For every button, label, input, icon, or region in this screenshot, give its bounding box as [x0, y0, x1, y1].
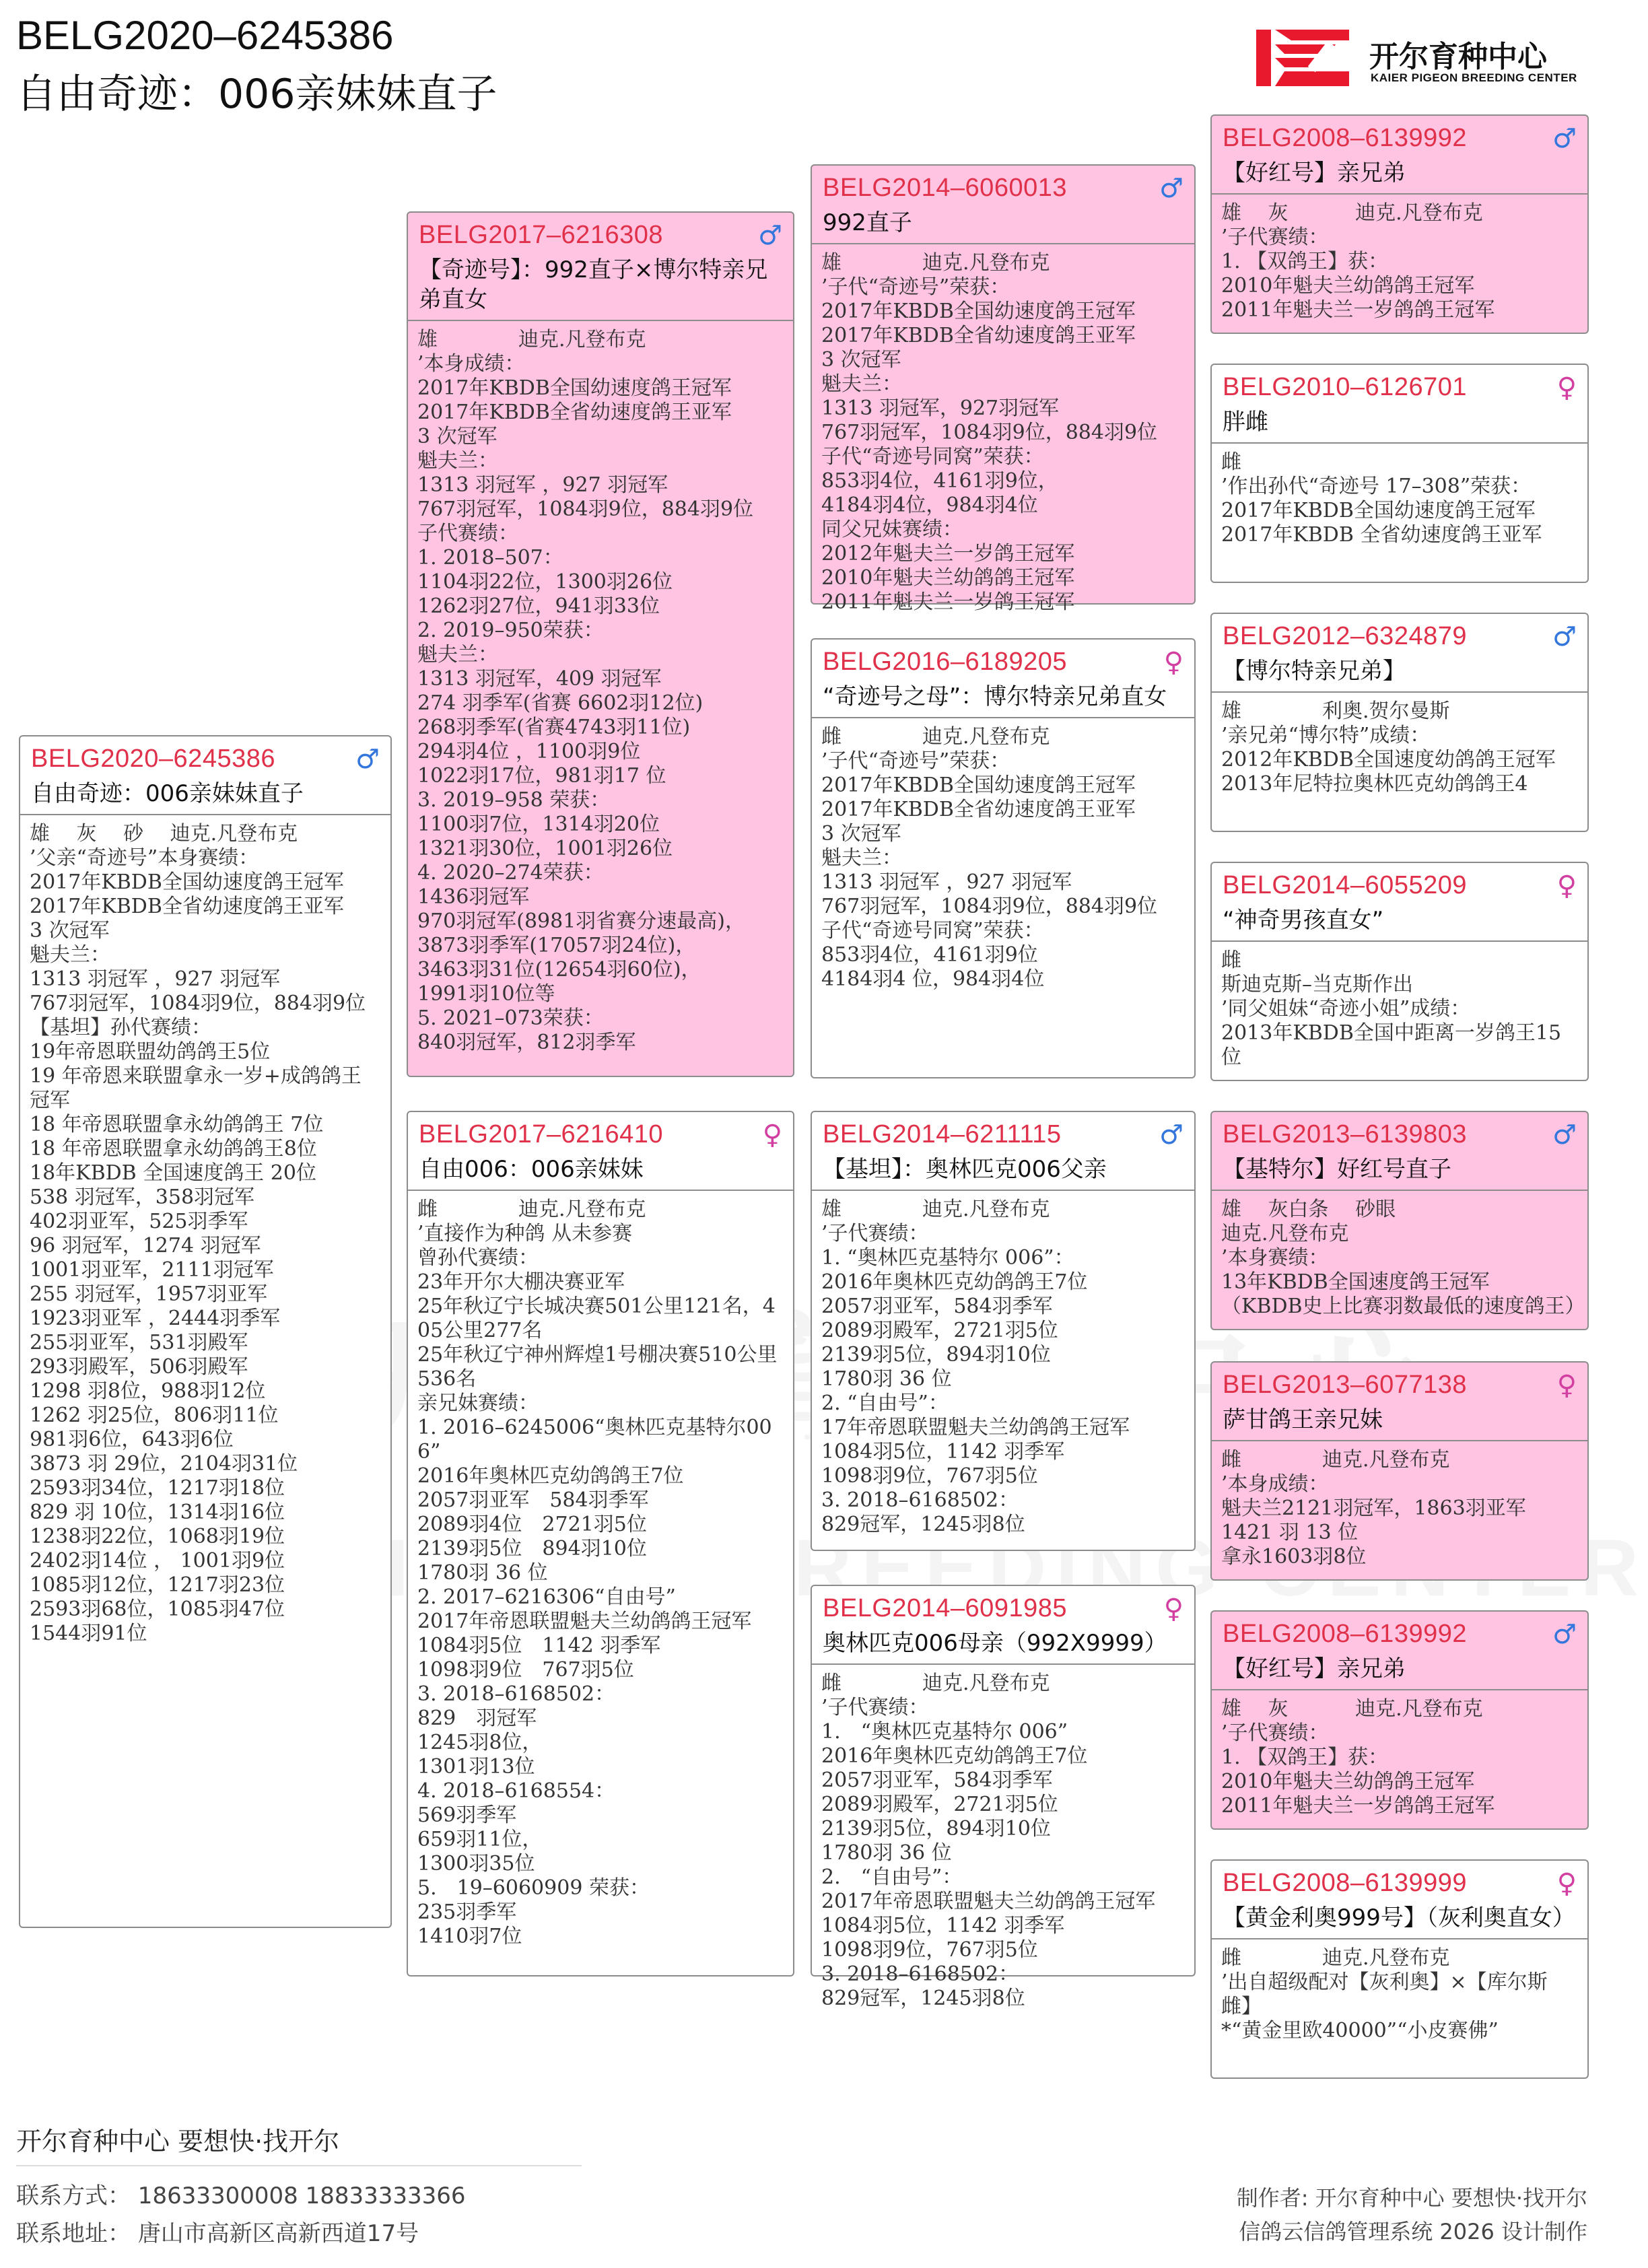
male-icon: ♂: [1552, 1120, 1577, 1150]
female-icon: ♀: [1556, 1868, 1577, 1899]
pedigree-card-sds[interactable]: [1210, 613, 1589, 832]
male-icon: ♂: [355, 744, 380, 775]
pedigree-card-dds[interactable]: [1210, 1610, 1589, 1830]
pedigree-card-dsd[interactable]: [1210, 1361, 1589, 1581]
ring-number: BELG2012–6324879: [1223, 622, 1467, 650]
pigeon-name: 【好红号】亲兄弟: [1223, 1655, 1406, 1682]
ring-number: BELG2013–6139803: [1223, 1120, 1467, 1148]
pigeon-name: 奥林匹克006母亲（992X9999）: [823, 1630, 1167, 1657]
pigeon-notes: 雌 ’作出孙代“奇迹号 17–308”荣获： 2017年KBDB全国幼速度鸽王冠军 2017年KBDB 全省幼速度鸽王亚军: [1221, 450, 1542, 547]
pigeon-name: 992直子: [823, 209, 912, 236]
footer-system: 信鸽云信鸽管理系统 2026 设计制作: [1239, 2219, 1587, 2244]
ring-number: BELG2008–6139992: [1223, 124, 1467, 152]
pedigree-card-dss[interactable]: [1210, 1111, 1589, 1330]
pigeon-name: “神奇男孩直女”: [1223, 907, 1384, 934]
pedigree-card-dam-sire[interactable]: [811, 1111, 1196, 1551]
kaier-logo-icon: [1255, 24, 1356, 92]
ring-number: BELG2016–6189205: [823, 648, 1067, 676]
pigeon-name: 【基特尔】好红号直子: [1223, 1156, 1451, 1183]
pigeon-notes: 雄 灰 迪克.凡登布克 ’子代赛绩： 1. 【双鸽王】获： 2010年魁夫兰幼鸽鸽王冠军 2011年魁夫兰一岁鸽鸽王冠军: [1221, 201, 1495, 322]
female-icon: ♀: [1163, 1593, 1183, 1624]
ring-number: BELG2013–6077138: [1223, 1371, 1467, 1399]
male-icon: ♂: [1159, 1120, 1183, 1150]
pigeon-name: “奇迹号之母”：博尔特亲兄弟直女: [823, 683, 1167, 710]
ring-number: BELG2010–6126701: [1223, 373, 1467, 401]
pigeon-notes: 雄 迪克.凡登布克 ’子代赛绩： 1. “奥林匹克基特尔 006”： 2016年奥林匹克幼鸽鸽王7位 2057羽亚军，584羽季军 2089羽殿军，2721羽5位 2139羽5位，894羽10位 1780羽 36 位 2. “自由号”： 17年帝恩联盟魁夫兰幼鸽鸽王冠军 1084羽5位，1142 羽季军 1098羽9位，767羽5位 3. 2018–6168502： 829冠军，1245羽8位: [821, 1198, 1130, 1536]
male-icon: ♂: [1552, 621, 1577, 652]
male-icon: ♂: [758, 220, 782, 251]
pedigree-card-sdd[interactable]: [1210, 862, 1589, 1081]
ring-number: BELG2014–6091985: [823, 1594, 1067, 1622]
page-title: 自由奇迹：006亲妹妹直子: [16, 71, 497, 118]
pigeon-notes: 雄 利奥.贺尔曼斯 ’亲兄弟“博尔特”成绩： 2012年KBDB全国速度幼鸽鸽王冠军 2013年尼特拉奥林匹克幼鸽鸽王4: [1221, 699, 1556, 796]
female-icon: ♀: [1556, 1370, 1577, 1401]
female-icon: ♀: [1163, 647, 1183, 678]
pedigree-card-ssd[interactable]: [1210, 364, 1589, 583]
ring-number: BELG2008–6139999: [1223, 1869, 1467, 1897]
male-icon: ♂: [1552, 123, 1577, 154]
pigeon-notes: 雄 灰白条 砂眼 迪克.凡登布克 ’本身赛绩： 13年KBDB全国速度鸽王冠军 （KBDB史上比赛羽数最低的速度鸽王）: [1221, 1198, 1585, 1318]
pedigree-card-sire-dam[interactable]: [811, 638, 1196, 1078]
footer-brand: 开尔育种中心 要想快·找开尔: [16, 2127, 340, 2156]
footer-maker: 制作者: 开尔育种中心 要想快·找开尔: [1236, 2185, 1587, 2211]
ring-number: BELG2020–6245386: [31, 745, 275, 773]
pigeon-name: 萨甘鸽王亲兄妹: [1223, 1406, 1383, 1433]
female-icon: ♀: [1556, 372, 1577, 403]
pedigree-card-dam[interactable]: [407, 1111, 794, 1977]
page-ring-number: BELG2020–6245386: [16, 13, 394, 58]
pigeon-name: 自由006：006亲妹妹: [419, 1156, 644, 1183]
footer-divider: [16, 2165, 582, 2166]
footer-address: 联系地址： 唐山市高新区高新西道17号: [16, 2220, 419, 2247]
pedigree-card-sire-sire[interactable]: [811, 164, 1196, 614]
ring-number: BELG2008–6139992: [1223, 1620, 1467, 1648]
pedigree-card-sire[interactable]: [407, 211, 794, 1077]
pigeon-name: 【黄金利奥999号】（灰利奥直女）: [1223, 1904, 1575, 1931]
ring-number: BELG2017–6216308: [419, 221, 663, 249]
male-icon: ♂: [1159, 173, 1183, 204]
female-icon: ♀: [762, 1120, 782, 1150]
pigeon-notes: 雌 迪克.凡登布克 ’子代“奇迹号”荣获： 2017年KBDB全国幼速度鸽王冠军 2017年KBDB全省幼速度鸽王亚军 3 次冠军 魁夫兰： 1313 羽冠军 ，927 羽冠军 767羽冠军，1084羽9位，884羽9位 子代“奇迹号同窝”荣获： 853羽4位，4161羽9位 4184羽4 位，984羽4位: [821, 725, 1158, 991]
footer-contact: 联系方式： 18633300008 18833333366: [16, 2183, 466, 2209]
pedigree-card-ddd[interactable]: [1210, 1859, 1589, 2079]
brand-logo: [1255, 24, 1585, 92]
pigeon-name: 【奇迹号】：992直子×博尔特亲兄弟直女: [419, 256, 768, 313]
pigeon-name: 自由奇迹：006亲妹妹直子: [31, 780, 304, 807]
pigeon-notes: 雄 灰 砂 迪克.凡登布克 ’父亲“奇迹号”本身赛绩： 2017年KBDB全国幼速度鸽王冠军 2017年KBDB全省幼速度鸽王亚军 3 次冠军 魁夫兰： 1313 羽冠军 ，927 羽冠军 767羽冠军，1084羽9位，884羽9位 【基坦】孙代赛绩： 19年帝恩联盟幼鸽鸽王5位 19 年帝恩来联盟拿永一岁+成鸽鸽王冠军 18 年帝恩联盟拿永幼鸽鸽王 7位 18 年帝恩联盟拿永幼鸽鸽王8位 18年KBDB 全国速度鸽王 20位 538 羽冠军，358羽冠军 402羽亚军，525羽季军 96 羽冠军，1274 羽冠军 1001羽亚军，2111羽冠军 255 羽冠军，1957羽亚军 1923羽亚军 ，2444羽季军 255羽亚军，531羽殿军 293羽殿军，506羽殿军 1298 羽8位，988羽12位 1262 羽25位，806羽11位 981羽6位，643羽6位 3873 羽 29位，2104羽31位 2593羽34位，1217羽18位 829 羽 10位，1314羽16位 1238羽22位，1068羽19位 2402羽14位 ， 1001羽9位 1085羽12位，1217羽23位 2593羽68位，1085羽47位 1544羽91位: [30, 822, 366, 1645]
pigeon-notes: 雄 迪克.凡登布克 ’子代“奇迹号”荣获： 2017年KBDB全国幼速度鸽王冠军 2017年KBDB全省幼速度鸽王亚军 3 次冠军 魁夫兰： 1313 羽冠军，927羽冠军 767羽冠军，1084羽9位，884羽9位 子代“奇迹号同窝”荣获： 853羽4位，4161羽9位， 4184羽4位，984羽4位 同父兄妹赛绩： 2012年魁夫兰一岁鸽王冠军 2010年魁夫兰幼鸽鸽王冠军 2011年魁夫兰一岁鸽王冠军: [821, 251, 1158, 614]
pigeon-name: 【博尔特亲兄弟】: [1223, 658, 1406, 685]
pigeon-notes: 雌 迪克.凡登布克 ’子代赛绩： 1. “奥林匹克基特尔 006” 2016年奥林匹克幼鸽鸽王7位 2057羽亚军，584羽季军 2089羽殿军，2721羽5位 2139羽5位，894羽10位 1780羽 36 位 2. “自由号”： 2017年帝恩联盟魁夫兰幼鸽鸽王冠军 1084羽5位，1142 羽季军 1098羽9位，767羽5位 3. 2018–6168502： 829冠军，1245羽8位: [821, 1672, 1156, 2010]
pigeon-notes: 雄 灰 迪克.凡登布克 ’子代赛绩： 1. 【双鸽王】获： 2010年魁夫兰幼鸽鸽王冠军 2011年魁夫兰一岁鸽鸽王冠军: [1221, 1697, 1495, 1818]
pigeon-notes: 雄 迪克.凡登布克 ’本身成绩： 2017年KBDB全国幼速度鸽王冠军 2017年KBDB全省幼速度鸽王亚军 3 次冠军 魁夫兰： 1313 羽冠军 ，927 羽冠军 767羽冠军，1084羽9位，884羽9位 子代赛绩： 1. 2018–507： 1104羽22位，1300羽26位 1262羽27位，941羽33位 2. 2019–950荣获： 魁夫兰： 1313 羽冠军，409 羽冠军 274 羽季军(省赛 6602羽12位) 268羽季军(省赛4743羽11位) 294羽4位 ，1100羽9位 1022羽17位，981羽17 位 3. 2019–958 荣获： 1100羽7位，1314羽20位 1321羽30位，1001羽26位 4. 2020–274荣获： 1436羽冠军 970羽冠军(8981羽省赛分速最高)， 3873羽季军(17057羽24位)， 3463羽31位(12654羽60位)， 1991羽10位等 5. 2021–073荣获： 840羽冠军，812羽季军: [417, 328, 754, 1054]
pigeon-name: 【好红号】亲兄弟: [1223, 160, 1406, 186]
brand-name-en: KAIER PIGEON BREEDING CENTER: [1371, 71, 1577, 84]
ring-number: BELG2014–6055209: [1223, 871, 1467, 899]
pigeon-notes: 雌 斯迪克斯–当克斯作出 ’同父姐妹“奇迹小姐”成绩： 2013年KBDB全国中距离一岁鸽王15位: [1221, 949, 1562, 1069]
brand-name-cn: 开尔育种中心: [1369, 40, 1547, 74]
pigeon-notes: 雌 迪克.凡登布克 ’直接作为种鸽 从未参赛 曾孙代赛绩： 23年开尔大棚决赛亚军 25年秋辽宁长城决赛501公里121名，405公里277名 25年秋辽宁神州辉煌1号棚决赛510公里536名 亲兄妹赛绩： 1. 2016–6245006“奥林匹克基特尔006” 2016年奥林匹克幼鸽鸽王7位 2057羽亚军 584羽季军 2089羽4位 2721羽5位 2139羽5位 894羽10位 1780羽 36 位 2. 2017–6216306“自由号” 2017年帝恩联盟魁夫兰幼鸽鸽王冠军 1084羽5位 1142 羽季军 1098羽9位 767羽5位 3. 2018–6168502： 829 羽冠军 1245羽8位， 1301羽13位 4. 2018–6168554： 569羽季军 659羽11位， 1300羽35位 5. 19–6060909 荣获： 235羽季军 1410羽7位: [417, 1198, 778, 1948]
pigeon-notes: 雌 迪克.凡登布克 ’本身成绩： 魁夫兰2121羽冠军，1863羽亚军 1421 羽 13 位 拿永1603羽8位: [1221, 1448, 1526, 1569]
pigeon-notes: 雌 迪克.凡登布克 ’出自超级配对【灰利奥】×【库尔斯雌】 *“黄金里欧40000”“小皮赛佛”: [1221, 1946, 1548, 2042]
male-icon: ♂: [1552, 1619, 1577, 1650]
female-icon: ♀: [1556, 870, 1577, 901]
ring-number: BELG2017–6216410: [419, 1120, 663, 1148]
ring-number: BELG2014–6060013: [823, 174, 1067, 202]
pigeon-name: 胖雌: [1223, 409, 1268, 436]
ring-number: BELG2014–6211115: [823, 1120, 1062, 1148]
pedigree-card-subject[interactable]: [19, 735, 392, 1928]
pedigree-card-sss[interactable]: [1210, 114, 1589, 334]
pigeon-name: 【基坦】：奥林匹克006父亲: [823, 1156, 1107, 1183]
pedigree-card-dam-dam[interactable]: [811, 1585, 1196, 2010]
